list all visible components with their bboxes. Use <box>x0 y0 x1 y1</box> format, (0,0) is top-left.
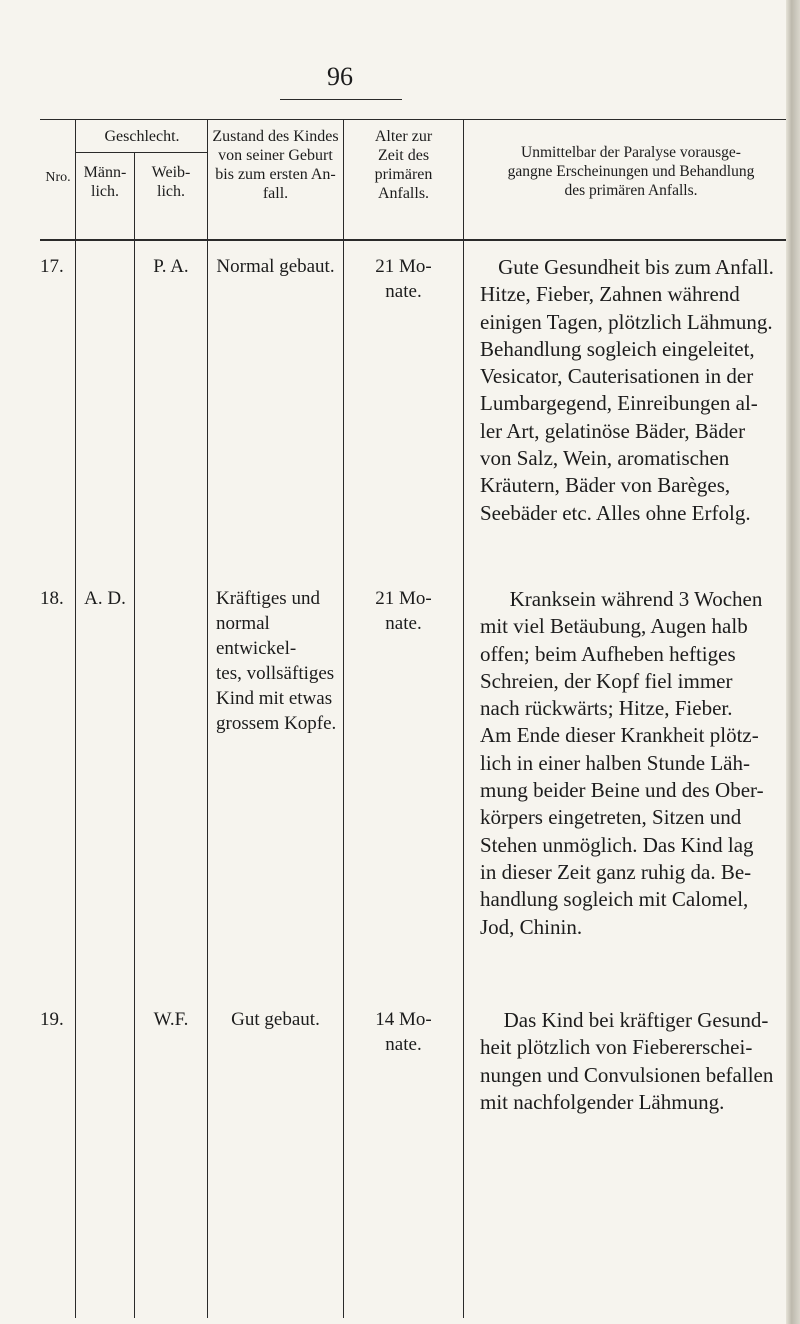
initials-male: A. D. <box>84 588 126 609</box>
initials-female: P. A. <box>153 256 189 277</box>
header-zustand: Zustand des Kindes von seiner Geburt bis zum ersten An- fall. <box>212 128 339 202</box>
header-unmittelbar: Unmittelbar der Paralyse vorausge- gangne Erscheinungen und Behandlung des primären Anfalls. <box>507 144 755 199</box>
page-edge <box>786 0 800 1324</box>
row-number: 19. <box>40 1009 64 1030</box>
symptoms-text: Gute Gesundheit bis zum Anfall. Hitze, Fieber, Zahnen während einigen Tagen, plötzlich Lähmung. Behandlung sogleich eingeleitet, Vesicator, Cauterisationen in der Lumbargegend, Einreibungen al- ler Art, gelatinöse Bäder, Bäder von Salz, Wein, aromatischen Kräutern, Bäder von Barèges, Seebäder etc. Alles ohne Erfolg. <box>480 255 774 525</box>
header-nro: Nro. <box>45 170 71 185</box>
child-condition: Kräftiges und normal entwickel- tes, vollsäftiges Kind mit etwas grossem Kopfe. <box>216 588 337 734</box>
age-at-onset: 21 Mo- nate. <box>375 588 432 634</box>
header-geschlecht: Geschlecht. <box>104 128 180 145</box>
col-rule-2 <box>134 152 135 1318</box>
table-top-rule <box>40 119 792 120</box>
col-rule-1 <box>75 120 76 1318</box>
row-number: 17. <box>40 256 64 277</box>
gender-subheader-rule <box>76 152 208 153</box>
row-number: 18. <box>40 588 64 609</box>
age-at-onset: 21 Mo- nate. <box>375 256 432 302</box>
header-alter: Alter zur Zeit des primären Anfalls. <box>374 128 433 202</box>
initials-female: W.F. <box>153 1009 189 1030</box>
header-weiblich: Weib- lich. <box>151 164 191 200</box>
col-rule-3 <box>207 120 208 1318</box>
symptoms-text: Das Kind bei kräftiger Gesund- heit plötzlich von Fiebererschei- nungen und Convulsionen befallen mit nachfolgender Lähmung. <box>480 1008 774 1114</box>
col-rule-5 <box>463 120 464 1318</box>
header-maennlich: Männ- lich. <box>83 164 127 200</box>
header-bottom-rule <box>40 239 792 241</box>
child-condition: Normal gebaut. <box>216 256 335 277</box>
page-number-underline <box>280 99 402 100</box>
page-number: 96 <box>327 62 353 91</box>
child-condition: Gut gebaut. <box>231 1009 320 1030</box>
symptoms-text: Kranksein während 3 Wochen mit viel Betäubung, Augen halb offen; beim Aufheben heftiges Schreien, der Kopf fiel immer nach rückwärts; Hitze, Fieber. Am Ende dieser Krankheit plötz- lich in einer halben Stunde Läh- mung beider Beine und des Ober- körpers eingetreten, Sitzen und Stehen unmöglich. Das Kind lag in dieser Zeit ganz ruhig da. Be- handlung sogleich mit Calomel, Jod, Chinin. <box>480 587 764 939</box>
age-at-onset: 14 Mo- nate. <box>375 1009 432 1055</box>
